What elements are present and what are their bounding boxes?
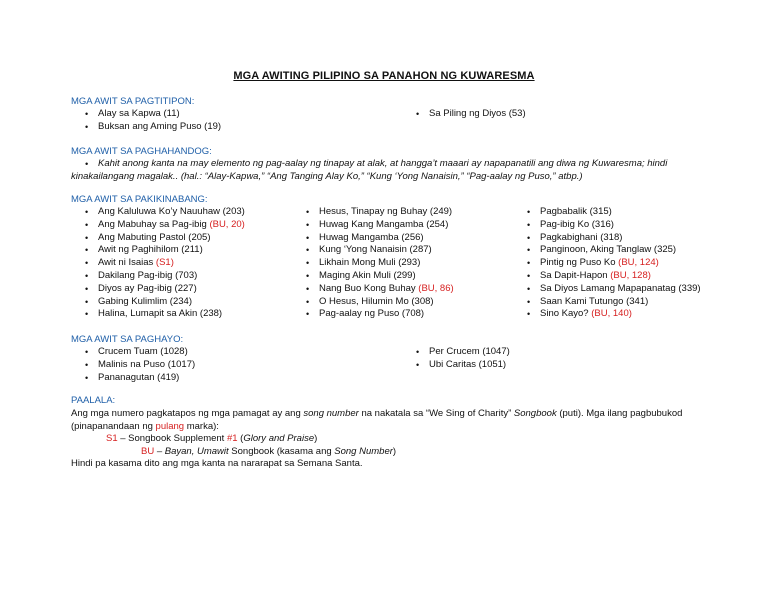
pagtitipon-col2 [416, 108, 526, 121]
list-item: • Sa Piling ng Diyos (53) [416, 108, 526, 121]
list-item: • Hesus, Tinapay ng Buhay (249) [306, 206, 454, 219]
red-tag: (BU, 20) [209, 218, 245, 230]
list-item: • Pananagutan (419) [85, 372, 195, 385]
list-item: • Awit ng Paghihilom (211) [85, 244, 245, 257]
heading-pagtitipon: MGA AWIT SA PAGTITIPON: [71, 96, 195, 107]
list-item: • Ang Mabuting Pastol (205) [85, 232, 245, 245]
list-item: • Halina, Lumapit sa Akin (238) [85, 308, 245, 321]
paalala-line1: Ang mga numero pagkatapos ng mga pamagat ay ang song number na nakatala sa “We Sing of Charity” Songbook (puti). Mga ilang pagbubukod [71, 408, 683, 419]
pakikinabang-col2 [306, 206, 454, 321]
list-item: • Dakilang Pag-ibig (703) [85, 270, 245, 283]
list-item: • Ang Mabuhay sa Pag-ibig (BU, 20) [85, 219, 245, 232]
list-item: • Diyos ay Pag-ibig (227) [85, 283, 245, 296]
paalala-s1-line: S1 – Songbook Supplement #1 (Glory and Praise) [106, 433, 318, 444]
list-item: • Pintig ng Puso Ko (BU, 124) [527, 257, 701, 270]
heading-paghahandog: MGA AWIT SA PAGHAHANDOG: [71, 146, 212, 157]
list-item: • Buksan ang Aming Puso (19) [85, 121, 221, 134]
list-item: • Gabing Kulimlim (234) [85, 296, 245, 309]
red-tag: (S1) [155, 257, 174, 269]
red-tag: (BU, 86) [418, 282, 454, 294]
paghayo-col2 [416, 346, 510, 372]
paalala-last-line: Hindi pa kasama dito ang mga kanta na nararapat sa Semana Santa. [71, 458, 363, 469]
list-item: • Crucem Tuam (1028) [85, 346, 195, 359]
paghahandog-line2: kinakailangang magalak.. (hal.: “Alay-Kapwa,” “Ang Tanging Alay Ko,” “Kung ‘Yong Nanaisin,” “Pag-aalay ng Puso,” atbp.) [71, 171, 583, 182]
list-item: • Pagkabighani (318) [527, 232, 701, 245]
list-item: • Maging Akin Muli (299) [306, 270, 454, 283]
list-item: • Alay sa Kapwa (11) [85, 108, 221, 121]
list-item: • Pag-aalay ng Puso (708) [306, 308, 454, 321]
heading-paghayo: MGA AWIT SA PAGHAYO: [71, 334, 184, 345]
red-tag: (BU, 128) [610, 269, 651, 281]
list-item: • Pagbabalik (315) [527, 206, 701, 219]
heading-paalala: PAALALA: [71, 395, 116, 406]
paalala-line2: (pinapanandaan ng pulang marka): [71, 421, 219, 432]
list-item: • Likhain Mong Muli (293) [306, 257, 454, 270]
paalala-bu-line: BU – Bayan, Umawit Songbook (kasama ang Song Number) [141, 446, 397, 457]
red-tag: (BU, 140) [591, 308, 632, 320]
list-item: • Saan Kami Tutungo (341) [527, 296, 701, 309]
list-item: • Huwag Kang Mangamba (254) [306, 219, 454, 232]
pagtitipon-col1 [85, 108, 221, 134]
pakikinabang-col1 [85, 206, 245, 321]
list-item: • Sino Kayo? (BU, 140) [527, 308, 701, 321]
list-item: • Sa Dapit-Hapon (BU, 128) [527, 270, 701, 283]
heading-pakikinabang: MGA AWIT SA PAKIKINABANG: [71, 194, 208, 205]
page-title: MGA AWITING PILIPINO SA PANAHON NG KUWARESMA [233, 70, 535, 82]
list-item: • Pag-ibig Ko (316) [527, 219, 701, 232]
pakikinabang-col3 [527, 206, 701, 321]
list-item: • Sa Diyos Lamang Mapapanatag (339) [527, 283, 701, 296]
list-item: • O Hesus, Hilumin Mo (308) [306, 296, 454, 309]
list-item: • Kahit anong kanta na may elemento ng pag-aalay ng tinapay at alak, at hangga’t maaari ay napapanatili ang diwa ng Kuwaresma; hindi [85, 158, 667, 171]
list-item: • Nang Buo Kong Buhay (BU, 86) [306, 283, 454, 296]
list-item: • Kung ‘Yong Nanaisin (287) [306, 244, 454, 257]
list-item: • Ang Kaluluwa Ko’y Nauuhaw (203) [85, 206, 245, 219]
paghayo-col1 [85, 346, 195, 384]
list-item: • Awit ni Isaias (S1) [85, 257, 245, 270]
paghahandog-note [85, 158, 667, 171]
red-tag: (BU, 124) [618, 257, 659, 269]
list-item: • Ubi Caritas (1051) [416, 359, 510, 372]
list-item: • Huwag Mangamba (256) [306, 232, 454, 245]
list-item: • Malinis na Puso (1017) [85, 359, 195, 372]
list-item: • Panginoon, Aking Tanglaw (325) [527, 244, 701, 257]
list-item: • Per Crucem (1047) [416, 346, 510, 359]
